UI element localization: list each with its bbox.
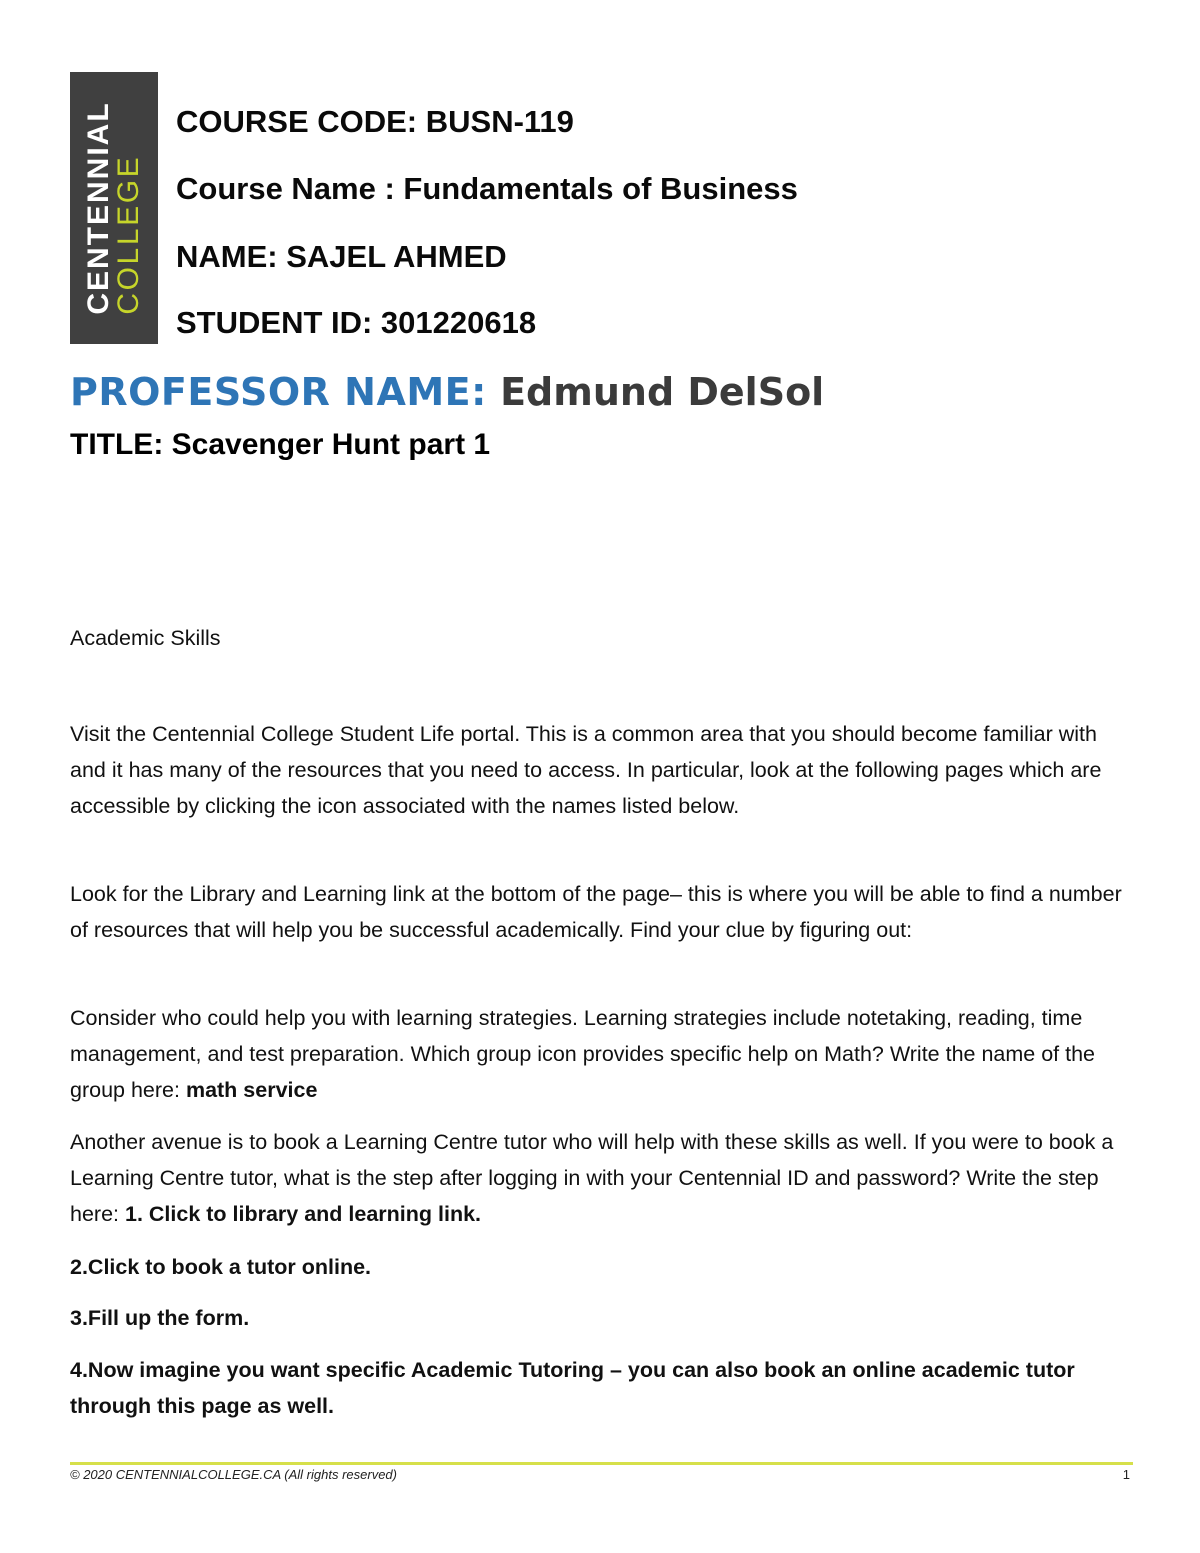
answer-text: 1. Click to library and learning link. <box>124 1202 482 1226</box>
college-logo <box>70 72 158 344</box>
logo-line-college: COLLEGE <box>112 154 145 315</box>
student-name: NAME: SAJEL AHMED <box>176 239 507 274</box>
paragraph-tutor <box>70 1124 1135 1232</box>
answer-text: math service <box>185 1078 318 1102</box>
page-number: 1 <box>1122 1467 1130 1482</box>
course-name: Course Name : Fundamentals of Business <box>176 171 798 206</box>
logo-line-centennial: CENTENNIAL <box>82 101 115 315</box>
paragraph-portal: Visit the Centennial College Student Life portal. This is a common area that you should become familiar with and it has many of the resources that you need to access. In particular, look at the following pages which are accessible by clicking the icon associated with the names listed below. <box>70 722 1102 818</box>
professor-name <box>70 370 824 414</box>
professor-label: PROFESSOR NAME: <box>70 370 487 414</box>
question-text: Another avenue is to book a Learning Centre tutor who will help with these skills as well. If you were to book a Learning Centre tutor, what is the step after logging in with your Centennial ID and password? Write the step here: <box>70 1130 1114 1226</box>
logo-text <box>84 101 144 314</box>
course-code: COURSE CODE: BUSN-119 <box>176 104 574 139</box>
step-4: 4.Now imagine you want specific Academic Tutoring – you can also book an online academic tutor through this page as well. <box>70 1358 1075 1418</box>
student-id: STUDENT ID: 301220618 <box>176 305 537 340</box>
paragraph-learning-strategies <box>70 1000 1135 1108</box>
step-2: 2.Click to book a tutor online. <box>70 1255 372 1279</box>
step-3: 3.Fill up the form. <box>70 1306 250 1330</box>
footer-divider <box>70 1462 1133 1465</box>
professor-value: Edmund DelSol <box>500 370 825 414</box>
section-heading: Academic Skills <box>70 626 221 650</box>
question-text: Consider who could help you with learning strategies. Learning strategies include notetaking, reading, time management, and test preparation. Which group icon provides specific help on Math? Write the name of the group here: <box>70 1006 1096 1102</box>
document-title: TITLE: Scavenger Hunt part 1 <box>70 428 491 461</box>
paragraph-library: Look for the Library and Learning link at the bottom of the page– this is where you will be able to find a number of resources that will help you be successful academically. Find your clue by figuring out: <box>70 882 1122 942</box>
footer-copyright: © 2020 CENTENNIALCOLLEGE.CA (All rights reserved) <box>70 1467 397 1482</box>
